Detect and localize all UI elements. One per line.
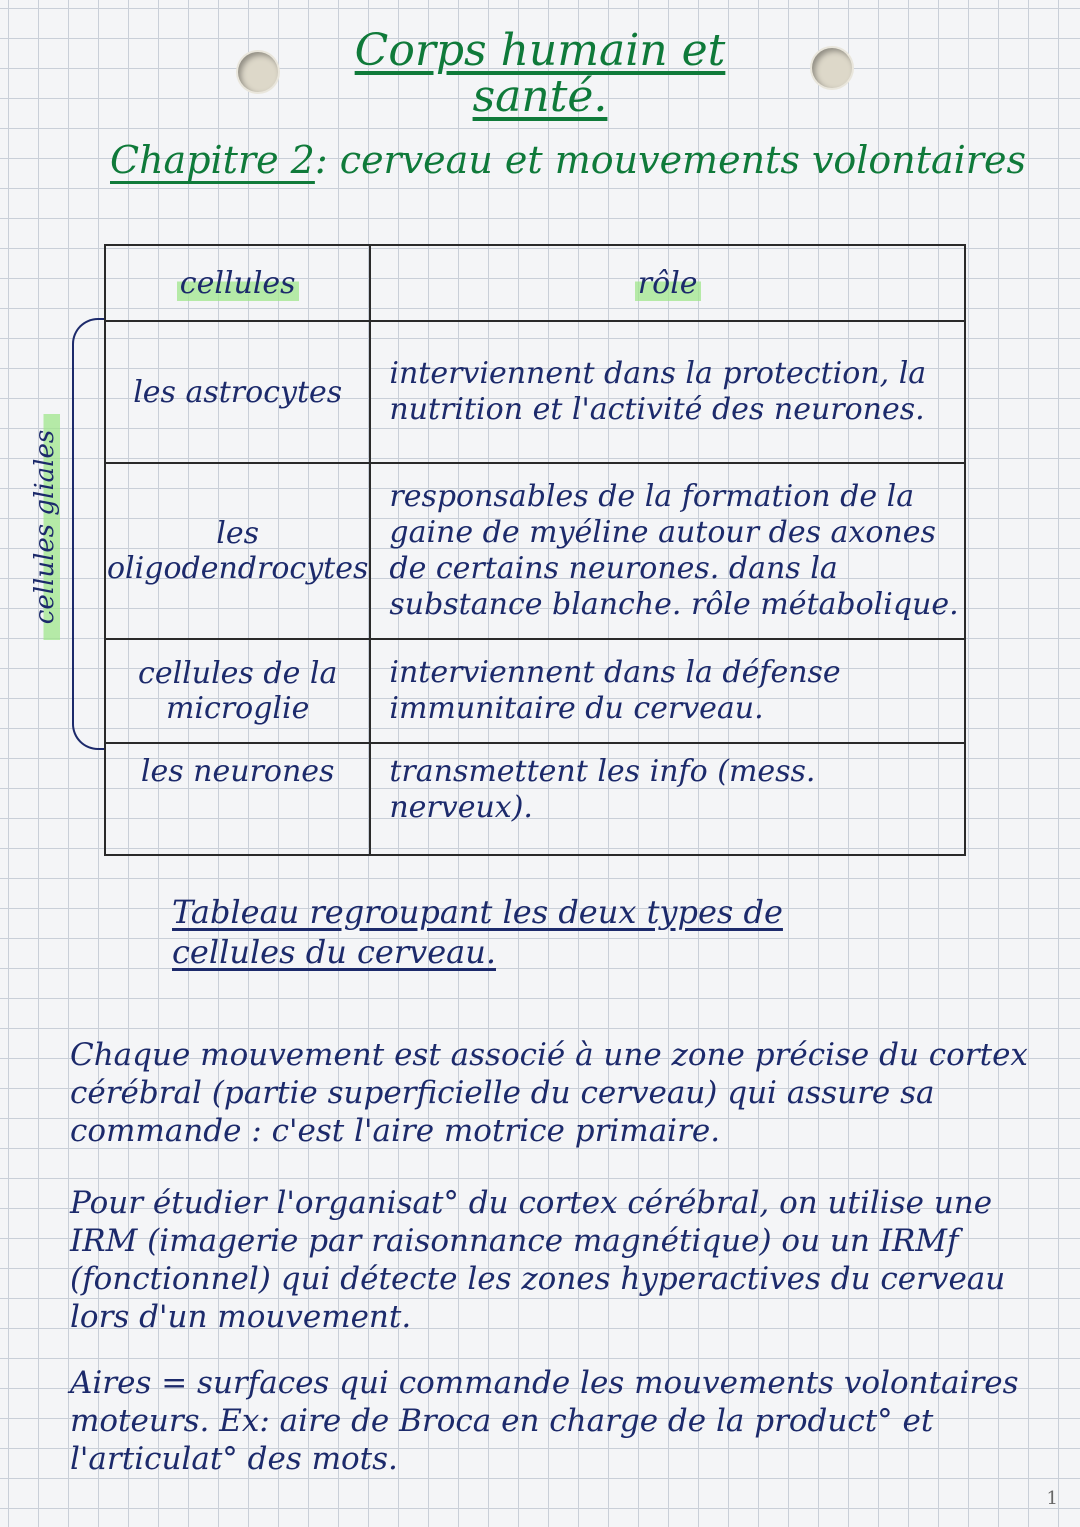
cell-name: cellules de la microglie (105, 639, 370, 743)
cell-name: les astrocytes (105, 321, 370, 463)
table-row (105, 463, 965, 639)
paragraph-aires: Aires = surfaces qui commande les mouvements volontaires moteurs. Ex: aire de Broca en charge de la product° et l'articulat° des mots. (70, 1365, 1019, 1477)
table-row (105, 743, 965, 855)
paragraph-irm: Pour étudier l'organisat° du cortex cérébral, on utilise une IRM (imagerie par raisonnance magnétique) ou un IRMf (fonctionnel) qui détecte les zones hyperactives du cerveau lors d'un mouvement. (70, 1185, 1006, 1335)
cell-name: les neurones (105, 743, 370, 855)
chapter-heading (110, 138, 1070, 182)
table-row (105, 639, 965, 743)
chapter-separator: : (314, 138, 328, 182)
cells-table (104, 244, 966, 856)
glial-brace (72, 318, 104, 750)
title-line-2: santé. (472, 71, 608, 122)
table-caption: Tableau regroupant les deux types de cellules du cerveau. (172, 893, 783, 971)
chapter-label: Chapitre 2 (110, 138, 315, 182)
cell-role: transmettent les info (mess. nerveux). (370, 743, 965, 855)
chapter-text: cerveau et mouvements volontaires (339, 138, 1026, 182)
page-number: 1 (1046, 1488, 1058, 1509)
cell-name: les oligodendrocytes (105, 463, 370, 639)
cell-role: interviennent dans la protection, la nutrition et l'activité des neurones. (370, 321, 965, 463)
table-row (105, 321, 965, 463)
table-header-row (105, 245, 965, 321)
title-line-1: Corps humain et (354, 25, 726, 76)
paragraph-motor-area: Chaque mouvement est associé à une zone précise du cortex cérébral (partie superficielle du cerveau) qui assure sa commande : c'est l'aire motrice primaire. (70, 1037, 1028, 1149)
cell-role: responsables de la formation de la gaine de myéline autour des axones de certains neurones. dans la substance blanche. rôle métabolique. (370, 463, 965, 639)
header-role: rôle (635, 266, 701, 301)
binder-hole-right (812, 48, 852, 88)
binder-hole-left (238, 52, 278, 92)
cell-role: interviennent dans la défense immunitaire du cerveau. (370, 639, 965, 743)
page-title (300, 25, 780, 122)
header-cells: cellules (177, 266, 299, 301)
